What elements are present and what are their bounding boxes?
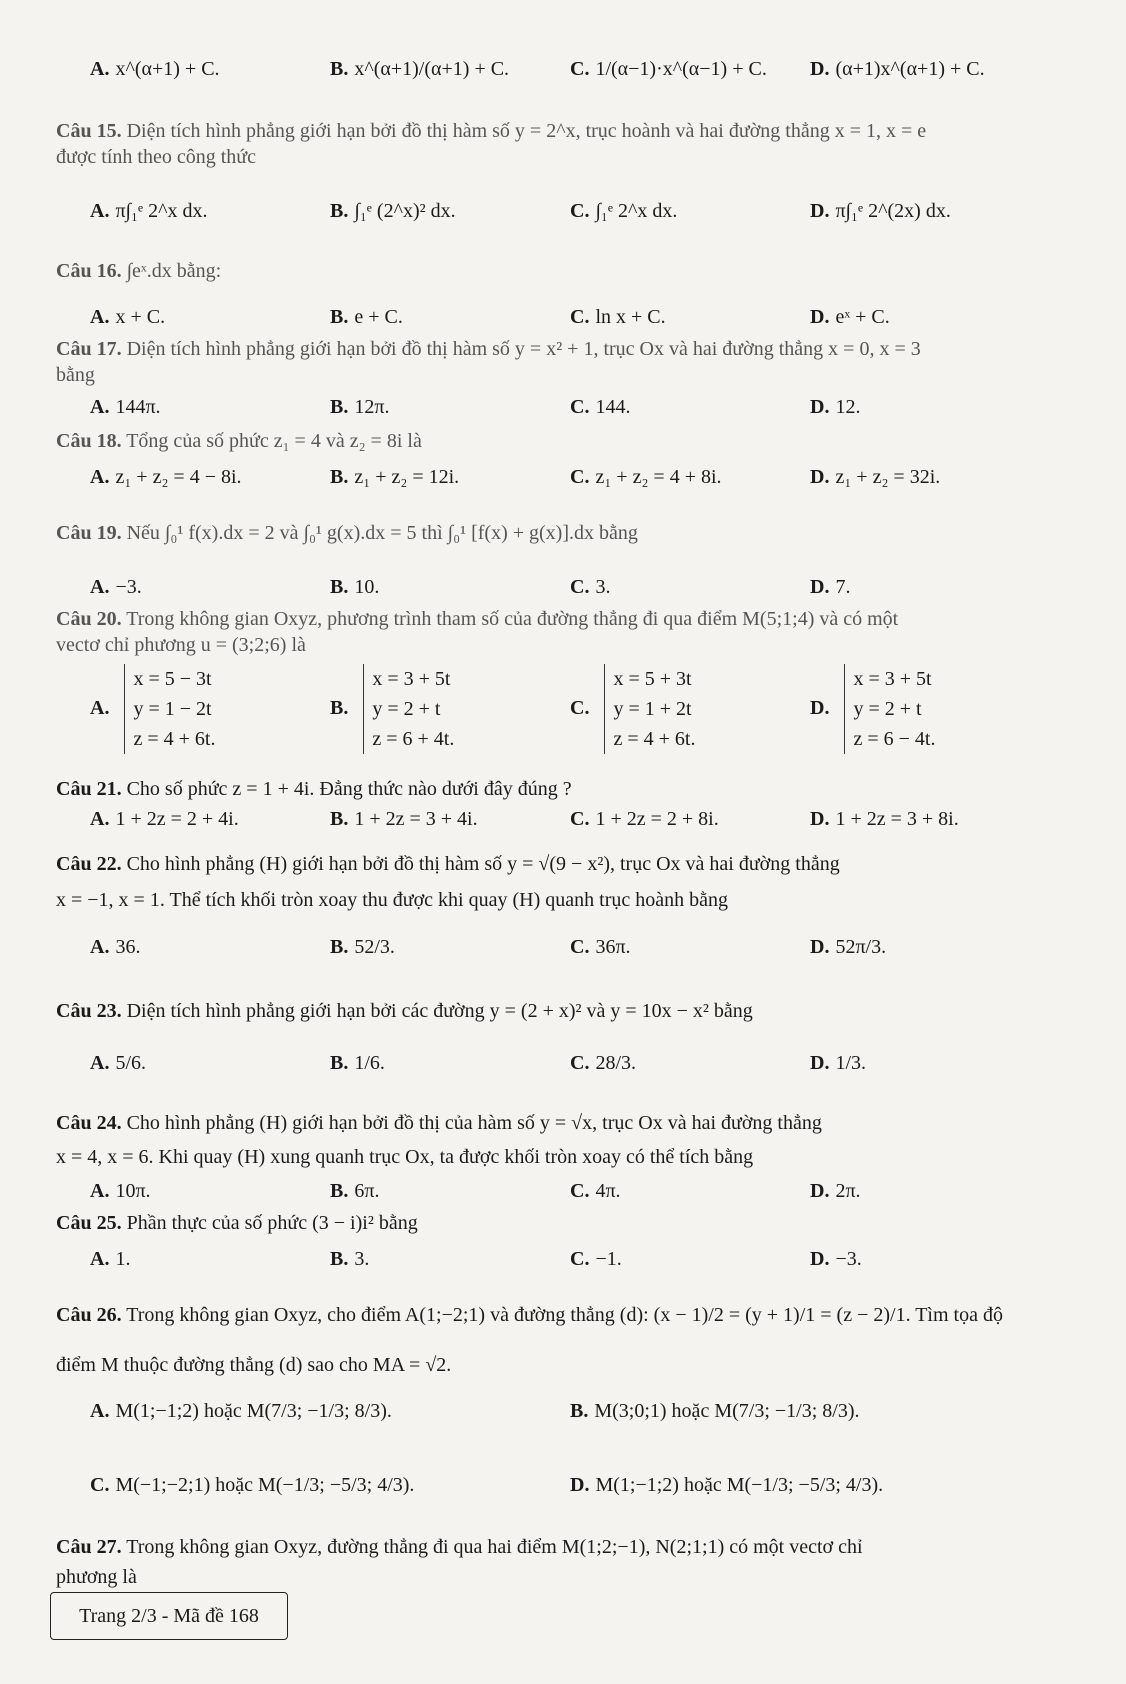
q21-option-d: D. 1 + 2z = 3 + 8i. — [810, 808, 959, 830]
q21-option-c: C. 1 + 2z = 2 + 8i. — [570, 808, 719, 830]
q15-option-a: A. π∫₁ᵉ 2^x dx. — [90, 200, 208, 222]
q16-option-a: A. x + C. — [90, 306, 166, 328]
q24-options — [90, 1180, 1086, 1210]
q21-options — [90, 808, 1086, 838]
q25-option-b: B. 3. — [330, 1248, 370, 1270]
q25-stem: Câu 25. Phần thực của số phức (3 − i)i² bằng — [56, 1212, 418, 1234]
q20-option-a: A. x = 5 − 3t y = 1 − 2t z = 4 + 6t. — [90, 664, 215, 754]
q19-stem: Câu 19. Nếu ∫₀¹ f(x).dx = 2 và ∫₀¹ g(x).dx = 5 thì ∫₀¹ [f(x) + g(x)].dx bằng — [56, 522, 638, 544]
q17-option-a: A. 144π. — [90, 396, 161, 418]
q19-option-d: D. 7. — [810, 576, 851, 598]
q23-option-d: D. 1/3. — [810, 1052, 867, 1074]
q24-option-b: B. 6π. — [330, 1180, 380, 1202]
q21-option-b: B. 1 + 2z = 3 + 4i. — [330, 808, 478, 830]
q18-option-b: B. z₁ + z₂ = 12i. — [330, 466, 460, 488]
q26-options-row1 — [90, 1400, 1086, 1430]
q25-option-a: A. 1. — [90, 1248, 131, 1270]
q19-option-c: C. 3. — [570, 576, 611, 598]
q25-option-d: D. −3. — [810, 1248, 862, 1270]
q26-option-b: B. M(3;0;1) hoặc M(7/3; −1/3; 8/3). — [570, 1400, 860, 1422]
q20-system-d: x = 3 + 5t y = 2 + t z = 6 − 4t. — [844, 664, 935, 754]
q15-stem: Câu 15. Diện tích hình phẳng giới hạn bởi đồ thị hàm số y = 2^x, trục hoành và hai đường thẳng x = 1, x = e được tính theo công thức — [56, 120, 927, 168]
q16-option-b: B. e + C. — [330, 306, 403, 328]
q17-option-d: D. 12. — [810, 396, 861, 418]
q16-option-d: D. eˣ + C. — [810, 306, 890, 328]
q23-options — [90, 1052, 1086, 1082]
q22-option-a: A. 36. — [90, 936, 141, 958]
q18-options — [90, 466, 1086, 496]
q26-option-c: C. M(−1;−2;1) hoặc M(−1/3; −5/3; 4/3). — [90, 1474, 415, 1496]
q20-option-b: B. x = 3 + 5t y = 2 + t z = 6 + 4t. — [330, 664, 454, 754]
q18-option-d: D. z₁ + z₂ = 32i. — [810, 466, 941, 488]
q14-option-a: A. x^(α+1) + C. — [90, 58, 220, 80]
q20-option-d: D. x = 3 + 5t y = 2 + t z = 6 − 4t. — [810, 664, 935, 754]
q18-option-a: A. z₁ + z₂ = 4 − 8i. — [90, 466, 242, 488]
q16-options — [90, 306, 1086, 336]
q26-stem: Câu 26. Trong không gian Oxyz, cho điểm A(1;−2;1) và đường thẳng (d): (x − 1)/2 = (y + 1)/1 = (z − 2)/1. Tìm tọa độ điểm M thuộc đường thẳng (d) sao cho MA = √2. — [56, 1304, 1003, 1376]
q23-option-b: B. 1/6. — [330, 1052, 385, 1074]
q24-option-d: D. 2π. — [810, 1180, 861, 1202]
q24-stem: Câu 24. Cho hình phẳng (H) giới hạn bởi đồ thị của hàm số y = √x, trục Ox và hai đường thẳng x = 4, x = 6. Khi quay (H) xung quanh trục Ox, ta được khối tròn xoay có thể tích bằng — [56, 1112, 822, 1168]
q24-option-a: A. 10π. — [90, 1180, 151, 1202]
q20-system-a: x = 5 − 3t y = 1 − 2t z = 4 + 6t. — [124, 664, 215, 754]
page-footer: Trang 2/3 - Mã đề 168 — [50, 1592, 288, 1640]
q21-option-a: A. 1 + 2z = 2 + 4i. — [90, 808, 239, 830]
q17-options — [90, 396, 1086, 426]
q20-stem: Câu 20. Trong không gian Oxyz, phương trình tham số của đường thẳng đi qua điểm M(5;1;4) và có một vectơ chỉ phương u = (3;2;6) là — [56, 608, 899, 656]
q22-option-d: D. 52π/3. — [810, 936, 887, 958]
q15-options — [90, 200, 1086, 230]
q18-option-c: C. z₁ + z₂ = 4 + 8i. — [570, 466, 722, 488]
q22-option-b: B. 52/3. — [330, 936, 395, 958]
q16-stem: Câu 16. ∫eˣ.dx bằng: — [56, 260, 222, 282]
q27-stem: Câu 27. Trong không gian Oxyz, đường thẳng đi qua hai điểm M(1;2;−1), N(2;1;1) có một vectơ chỉ phương là — [56, 1536, 863, 1588]
q17-stem: Câu 17. Diện tích hình phẳng giới hạn bởi đồ thị hàm số y = x² + 1, trục Ox và hai đường thẳng x = 0, x = 3 bằng — [56, 338, 921, 386]
q22-options — [90, 936, 1086, 966]
q20-system-c: x = 5 + 3t y = 1 + 2t z = 4 + 6t. — [604, 664, 695, 754]
q23-option-a: A. 5/6. — [90, 1052, 147, 1074]
q22-option-c: C. 36π. — [570, 936, 631, 958]
q16-option-c: C. ln x + C. — [570, 306, 666, 328]
q15-option-d: D. π∫₁ᵉ 2^(2x) dx. — [810, 200, 951, 222]
q26-option-d: D. M(1;−1;2) hoặc M(−1/3; −5/3; 4/3). — [570, 1474, 884, 1496]
q14-option-d: D. (α+1)x^(α+1) + C. — [810, 58, 985, 80]
q17-option-b: B. 12π. — [330, 396, 390, 418]
q21-stem: Câu 21. Cho số phức z = 1 + 4i. Đẳng thức nào dưới đây đúng ? — [56, 778, 572, 800]
q19-option-b: B. 10. — [330, 576, 380, 598]
q22-stem: Câu 22. Cho hình phẳng (H) giới hạn bởi đồ thị hàm số y = √(9 − x²), trục Ox và hai đường thẳng x = −1, x = 1. Thể tích khối tròn xoay thu được khi quay (H) quanh trục hoành bằng — [56, 853, 840, 911]
q26-option-a: A. M(1;−1;2) hoặc M(7/3; −1/3; 8/3). — [90, 1400, 392, 1422]
q19-options — [90, 576, 1086, 606]
q23-stem: Câu 23. Diện tích hình phẳng giới hạn bởi các đường y = (2 + x)² và y = 10x − x² bằng — [56, 1000, 753, 1022]
q24-option-c: C. 4π. — [570, 1180, 621, 1202]
q14-options — [90, 58, 1086, 88]
q20-option-c: C. x = 5 + 3t y = 1 + 2t z = 4 + 6t. — [570, 664, 695, 754]
q19-option-a: A. −3. — [90, 576, 142, 598]
q18-stem: Câu 18. Tổng của số phức z₁ = 4 và z₂ = 8i là — [56, 430, 422, 452]
q23-option-c: C. 28/3. — [570, 1052, 637, 1074]
q25-options — [90, 1248, 1086, 1278]
q25-option-c: C. −1. — [570, 1248, 622, 1270]
q14-option-b: B. x^(α+1)/(α+1) + C. — [330, 58, 510, 80]
q20-options — [90, 664, 1086, 764]
q17-option-c: C. 144. — [570, 396, 631, 418]
q15-option-c: C. ∫₁ᵉ 2^x dx. — [570, 200, 678, 222]
q15-option-b: B. ∫₁ᵉ (2^x)² dx. — [330, 200, 456, 222]
q26-options-row2 — [90, 1474, 1086, 1504]
q14-option-c: C. 1/(α−1)·x^(α−1) + C. — [570, 58, 767, 80]
q20-system-b: x = 3 + 5t y = 2 + t z = 6 + 4t. — [363, 664, 454, 754]
